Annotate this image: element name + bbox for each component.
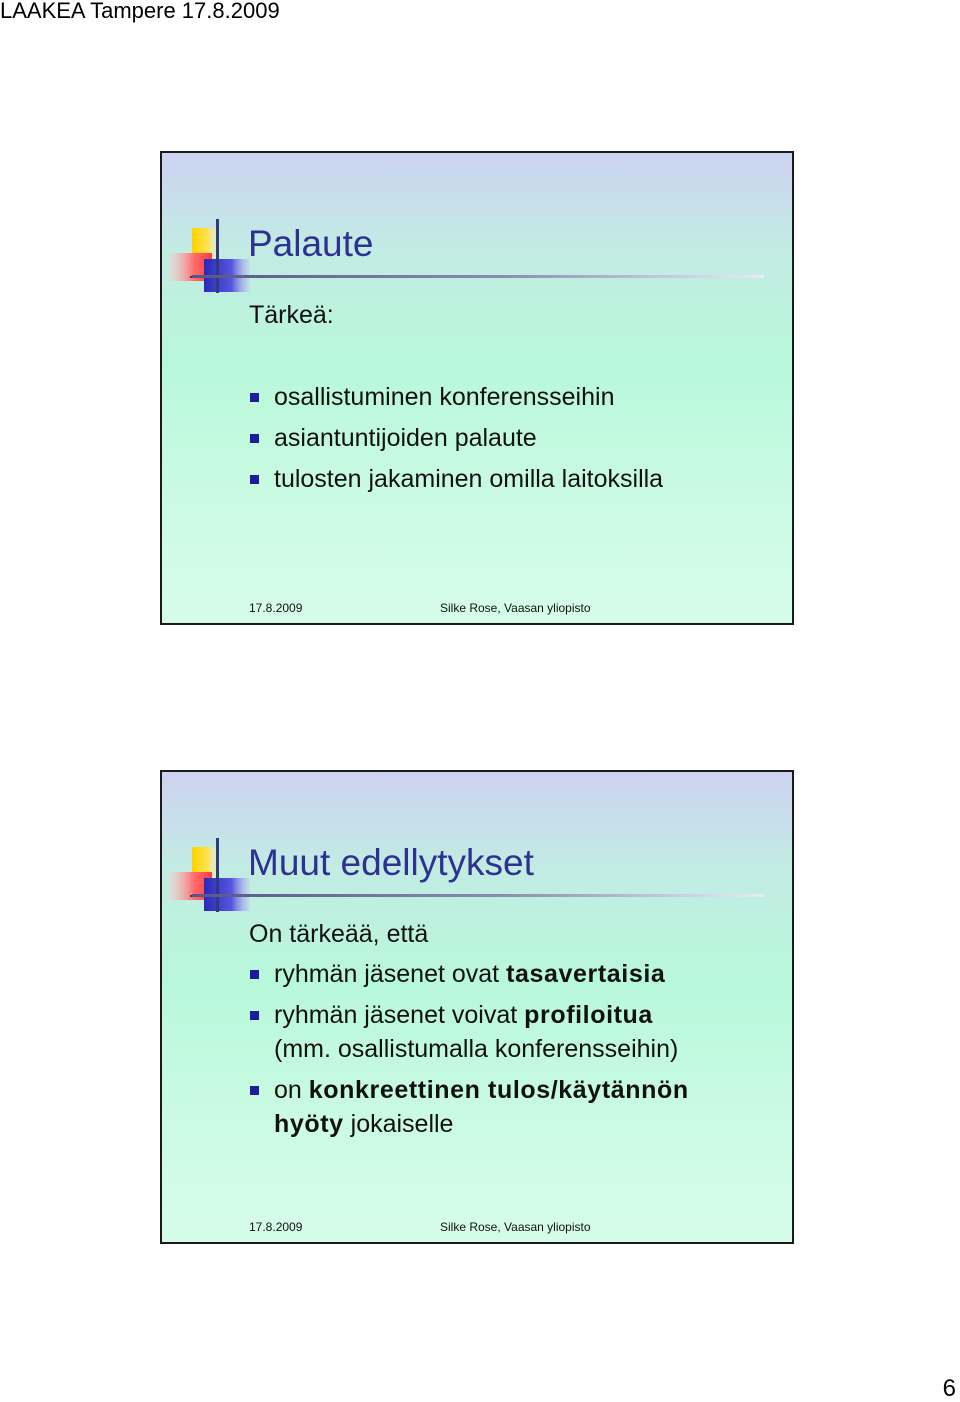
list-item [250, 462, 663, 496]
footer-date: 17.8.2009 [249, 1220, 303, 1234]
page-number: 6 [942, 1375, 956, 1402]
page-header: LAAKEA Tampere 17.8.2009 [0, 0, 280, 23]
list-item [250, 380, 663, 414]
slide-logo-icon [168, 838, 252, 914]
square-bullet-icon [250, 475, 259, 484]
slide-logo-icon [168, 219, 252, 295]
list-item [250, 1073, 689, 1141]
bullet-text: tulosten jakaminen omilla laitoksilla [274, 465, 664, 493]
slide-intro: On tärkeää, että [249, 920, 429, 948]
bullet-text: ryhmän jäsenet voivat [274, 1001, 525, 1029]
title-divider [192, 894, 764, 897]
bullet-text: on [274, 1076, 309, 1104]
bullet-emphasis: profiloitua [524, 1001, 653, 1029]
slide-title: Palaute [248, 223, 374, 264]
slide-palaute [160, 151, 794, 625]
bullet-emphasis: tasavertaisia [506, 960, 666, 988]
footer-author: Silke Rose, Vaasan yliopisto [440, 1220, 591, 1234]
footer-author: Silke Rose, Vaasan yliopisto [440, 601, 591, 615]
slide-muut-edellytykset [160, 770, 794, 1244]
square-bullet-icon [250, 393, 259, 402]
bullet-list [250, 380, 663, 496]
bullet-text: ryhmän jäsenet ovat [274, 960, 507, 988]
footer-date: 17.8.2009 [249, 601, 303, 615]
square-bullet-icon [250, 970, 259, 979]
title-divider [192, 275, 764, 278]
list-item [250, 421, 663, 455]
bullet-text-continuation: jokaiselle [343, 1110, 454, 1138]
bullet-list [250, 957, 689, 1148]
bullet-text: asiantuntijoiden palaute [274, 424, 537, 452]
list-item [250, 957, 689, 991]
square-bullet-icon [250, 434, 259, 443]
slide-title: Muut edellytykset [248, 842, 534, 883]
list-item [250, 998, 689, 1066]
bullet-emphasis-continuation: hyöty [274, 1110, 344, 1138]
bullet-emphasis: konkreettinen tulos/käytännön [308, 1076, 689, 1104]
square-bullet-icon [250, 1086, 259, 1095]
bullet-text: osallistuminen konferensseihin [274, 383, 615, 411]
bullet-text-continuation: (mm. osallistumalla konferensseihin) [274, 1035, 679, 1063]
slide-intro: Tärkeä: [249, 301, 334, 329]
square-bullet-icon [250, 1011, 259, 1020]
